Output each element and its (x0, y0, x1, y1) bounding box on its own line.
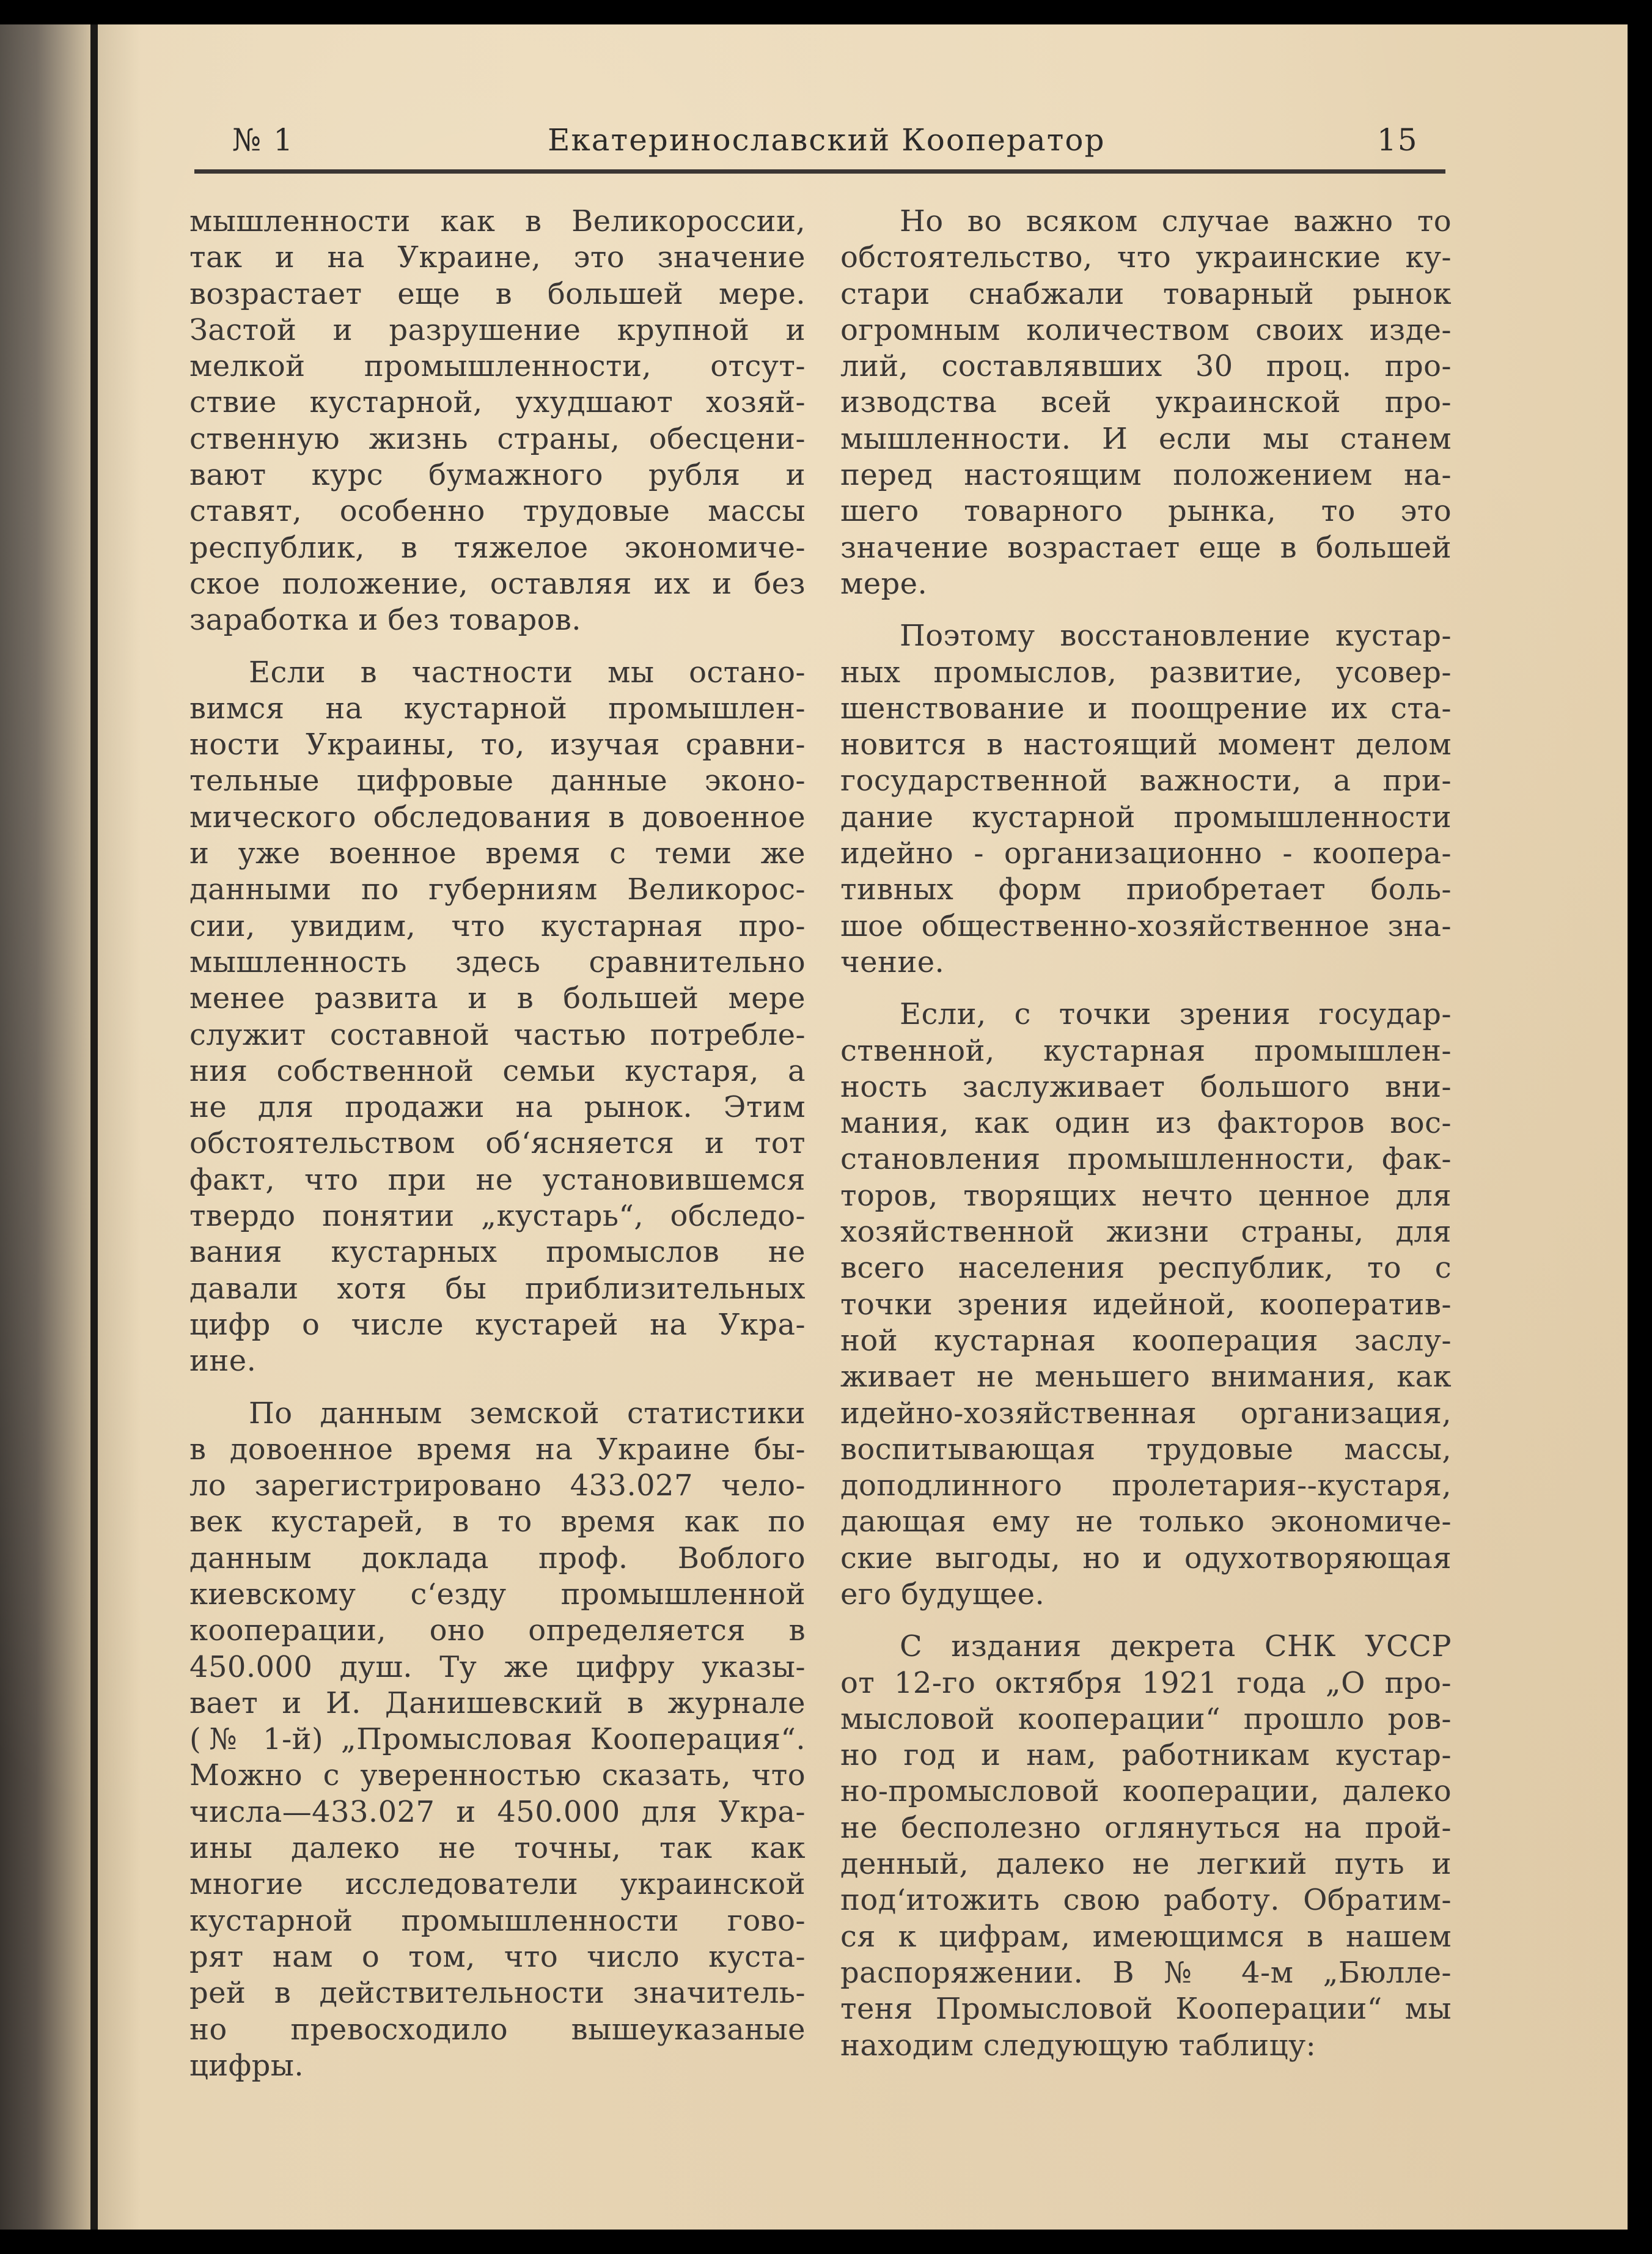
text-line: государственной важности, а при- (840, 764, 1452, 798)
text-line: возрастает еще в большей мере. (189, 276, 806, 311)
text-line: цифр о числе кустарей на Укра- (189, 1307, 806, 1342)
text-line: стари снабжали товарный рынок (840, 276, 1452, 311)
issue-number: № 1 (232, 122, 295, 158)
text-line: ной кустарная кооперация заслу- (840, 1323, 1452, 1358)
text-line: кустарной промышленности гово- (189, 1903, 806, 1938)
text-line: многие исследователи украинской (189, 1867, 806, 1902)
paragraph-gap (840, 1613, 1452, 1629)
text-line: в довоенное время на Украине бы- (189, 1432, 806, 1467)
text-line: обстоятельство, что украинские ку- (840, 240, 1452, 275)
text-line: живает не меньшего внимания, как (840, 1360, 1452, 1394)
text-line: не бесполезно оглянуться на прой- (840, 1810, 1452, 1845)
text-line: ся к цифрам, имеющимся в нашем (840, 1919, 1452, 1954)
text-line: факт, что при не установившемся (189, 1162, 806, 1197)
text-line: распоряжении. В № 4-м „Бюлле- (840, 1955, 1452, 1990)
text-line: служит составной частью потребле- (189, 1017, 806, 1052)
text-line: тельные цифровые данные эконо- (189, 764, 806, 798)
text-line: новится в настоящий момент делом (840, 727, 1452, 762)
text-line: сии, увидим, что кустарная про- (189, 908, 806, 943)
text-line: чение. (840, 945, 945, 979)
text-line: данным доклада проф. Воблого (189, 1541, 806, 1575)
text-line: перед настоящим положением на- (840, 458, 1452, 493)
journal-title: Екатеринославский Кооператор (548, 122, 1106, 158)
paragraph-gap (840, 602, 1452, 618)
text-line: Застой и разрушение крупной и (189, 312, 806, 347)
text-line: 450.000 душ. Ту же цифру указы- (189, 1649, 806, 1684)
text-line: мания, как один из факторов вос- (840, 1106, 1452, 1141)
text-line: ность заслуживает большого вни- (840, 1069, 1452, 1104)
text-line: заработка и без товаров. (189, 603, 581, 638)
text-line: рей в действительности значитель- (189, 1976, 806, 2011)
text-line: мышленности. И если мы станем (840, 421, 1452, 456)
text-line: Поэтому восстановление кустар- (900, 619, 1452, 654)
text-line: вают курс бумажного рубля и (189, 458, 806, 493)
text-line: ло зарегистрировано 433.027 чело- (189, 1468, 806, 1503)
binding-spine (90, 24, 98, 2230)
paragraph-gap (189, 1380, 806, 1396)
right-text-column (840, 204, 1452, 2064)
text-line: находим следующую таблицу: (840, 2028, 1316, 2063)
text-line: ственной, кустарная промышлен- (840, 1033, 1452, 1068)
text-line: ния собственной семьи кустаря, а (189, 1053, 806, 1088)
text-line: ставят, особенно трудовые массы (189, 494, 806, 529)
text-line: не для продажи на рынок. Этим (189, 1090, 806, 1125)
text-line: числа—433.027 и 450.000 для Укра- (189, 1794, 806, 1829)
text-line: огромным количеством своих изде- (840, 312, 1452, 347)
text-line: мышленность здесь сравнительно (189, 945, 806, 979)
text-line: (№ 1-й) „Промысловая Кооперация“. (189, 1722, 806, 1757)
text-line: под‘итожить свою работу. Обратим- (840, 1883, 1452, 1918)
text-line: вает и И. Данишевский в журнале (189, 1685, 806, 1720)
text-line: менее развита и в большей мере (189, 981, 806, 1016)
text-line: твердо понятии „кустарь“, обследо- (189, 1199, 806, 1234)
text-line: воспитывающая трудовые массы, (840, 1432, 1452, 1467)
text-line: теня Промысловой Кооперации“ мы (840, 1992, 1452, 2027)
text-line: киевскому с‘езду промышленной (189, 1577, 806, 1611)
text-line: но превосходило вышеуказаные (189, 2012, 806, 2047)
text-line: ские выгоды, но и одухотворяющая (840, 1541, 1452, 1575)
text-line: мысловой кооперации“ прошло ров- (840, 1701, 1452, 1736)
text-line: цифры. (189, 2048, 304, 2083)
text-line: становления промышленности, фак- (840, 1142, 1452, 1177)
text-line: идейно-хозяйственная организация, (840, 1396, 1452, 1431)
text-line: вания кустарных промыслов не (189, 1235, 806, 1270)
text-line: шое общественно-хозяйственное зна- (840, 908, 1452, 943)
text-line: ности Украины, то, изучая сравни- (189, 727, 806, 762)
text-line: шего товарного рынка, то это (840, 494, 1452, 529)
text-line: изводства всей украинской про- (840, 385, 1452, 420)
left-text-column (189, 204, 806, 2084)
paragraph-gap (189, 639, 806, 655)
text-line: от 12-го октября 1921 года „О про- (840, 1665, 1452, 1700)
text-line: ствие кустарной, ухудшают хозяй- (189, 385, 806, 420)
text-line: ине. (189, 1344, 257, 1379)
text-line: мелкой промышленности, отсут- (189, 349, 806, 384)
text-line: значение возрастает еще в большей (840, 530, 1452, 565)
text-line: шенствование и поощрение их ста- (840, 691, 1452, 726)
text-line: мического обследования в довоенное (189, 800, 806, 834)
text-line: хозяйственной жизни страны, для (840, 1215, 1452, 1250)
text-line: Можно с уверенностью сказать, что (189, 1758, 806, 1793)
text-line: ных промыслов, развитие, усовер- (840, 655, 1452, 690)
text-line: торов, творящих нечто ценное для (840, 1178, 1452, 1213)
text-line: дание кустарной промышленности (840, 800, 1452, 834)
text-line: ское положение, оставляя их и без (189, 566, 806, 601)
text-line: тивных форм приобретает боль- (840, 872, 1452, 907)
text-line: век кустарей, в то время как по (189, 1505, 806, 1539)
text-line: мере. (840, 566, 928, 601)
text-line: идейно - организационно - коопера- (840, 836, 1452, 871)
text-line: и уже военное время с теми же (189, 836, 806, 871)
running-header (194, 110, 1441, 171)
text-line: Если, с точки зрения государ- (900, 997, 1452, 1032)
text-line: давали хотя бы приблизительных (189, 1271, 806, 1306)
text-line: денный, далеко не легкий путь и (840, 1847, 1452, 1882)
text-line: По данным земской статистики (249, 1396, 806, 1431)
text-line: но-промысловой кооперации, далеко (840, 1774, 1452, 1809)
text-line: ственную жизнь страны, обесцени- (189, 421, 806, 456)
text-line: Но во всяком случае важно то (900, 204, 1452, 238)
text-line: лий, составлявших 30 проц. про- (840, 349, 1452, 384)
text-line: республик, в тяжелое экономиче- (189, 530, 806, 565)
text-line: ины далеко не точны, так как (189, 1831, 806, 1866)
text-line: рят нам о том, что число куста- (189, 1939, 806, 1974)
text-line: доподлинного пролетария--кустаря, (840, 1468, 1452, 1503)
text-line: дающая ему не только экономиче- (840, 1505, 1452, 1539)
header-rule (194, 169, 1445, 174)
text-line: данными по губерниям Великорос- (189, 872, 806, 907)
text-line: кооперации, оно определяется в (189, 1613, 806, 1648)
text-line: Если в частности мы остано- (249, 655, 806, 690)
text-line: вимся на кустарной промышлен- (189, 691, 806, 726)
text-line: так и на Украине, это значение (189, 240, 806, 275)
text-line: мышленности как в Великороссии, (189, 204, 806, 238)
text-line: всего населения республик, то с (840, 1251, 1452, 1286)
text-line: обстоятельством об‘ясняется и тот (189, 1126, 806, 1161)
page-number: 15 (1377, 122, 1419, 158)
text-line: его будущее. (840, 1577, 1045, 1611)
text-line: С издания декрета СНК УССР (900, 1629, 1452, 1664)
paragraph-gap (840, 981, 1452, 996)
text-line: точки зрения идейной, кооператив- (840, 1287, 1452, 1322)
text-line: но год и нам, работникам кустар- (840, 1738, 1452, 1773)
